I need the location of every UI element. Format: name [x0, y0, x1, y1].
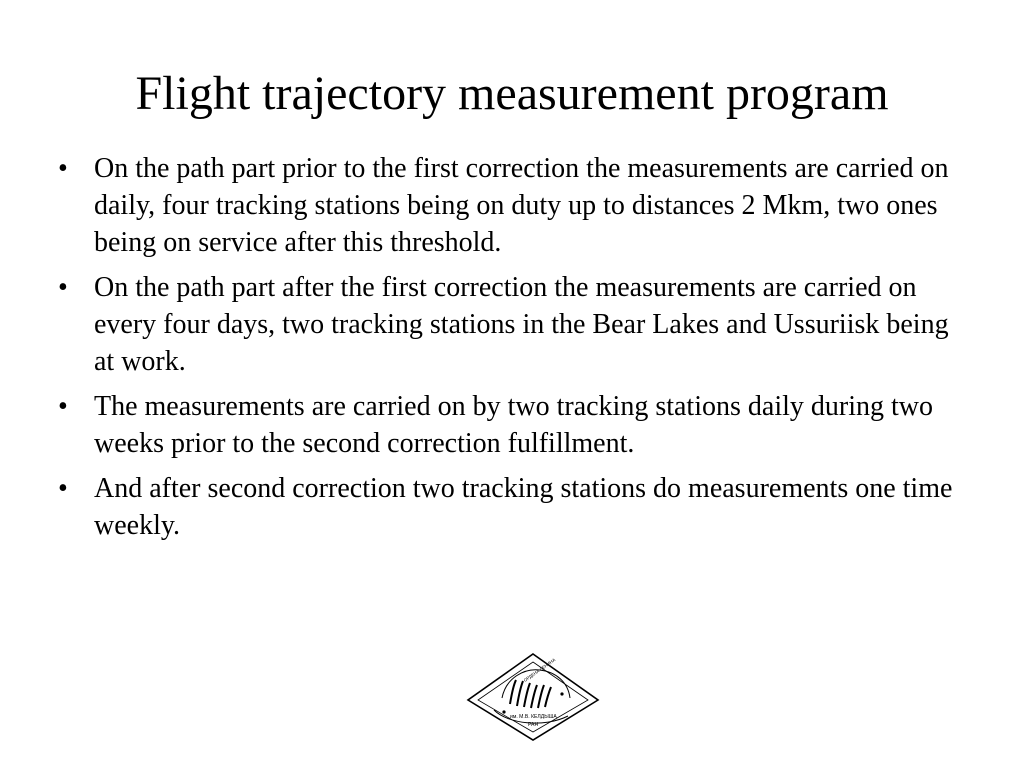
bullet-text: On the path part prior to the first correction the measurements are carried on daily, four tracking stations being on duty up to distances 2 Mkm, two ones being on service after this threshold. [94, 153, 949, 258]
bullet-item [58, 388, 958, 462]
bullet-mark: • [58, 473, 68, 504]
slide-title: Flight trajectory measurement program [135, 67, 889, 120]
bullet-item [58, 470, 958, 544]
bullet-list [58, 150, 958, 552]
logo-text-middle: им. М.В. КЕЛДЫША [510, 714, 557, 720]
bullet-text: And after second correction two tracking stations do measurements one time weekly. [94, 473, 953, 541]
bullet-mark: • [58, 272, 68, 303]
bullet-item [58, 150, 958, 261]
bullet-item [58, 269, 958, 380]
logo-text-bottom: РАН [528, 722, 539, 728]
bullet-text: On the path part after the first correction the measurements are carried on every four days, two tracking stations in the Bear Lakes and Ussuriisk being at work. [94, 272, 949, 377]
bullet-text: The measurements are carried on by two tracking stations daily during two weeks prior to the second correction fulfillment. [94, 391, 933, 459]
bullet-mark: • [58, 153, 68, 184]
logo-text-top: ОРДЕНА ЛЕНИНА [522, 657, 557, 683]
logo-graphic [464, 650, 602, 744]
keldysh-institute-logo [464, 650, 602, 744]
bullet-mark: • [58, 391, 68, 422]
